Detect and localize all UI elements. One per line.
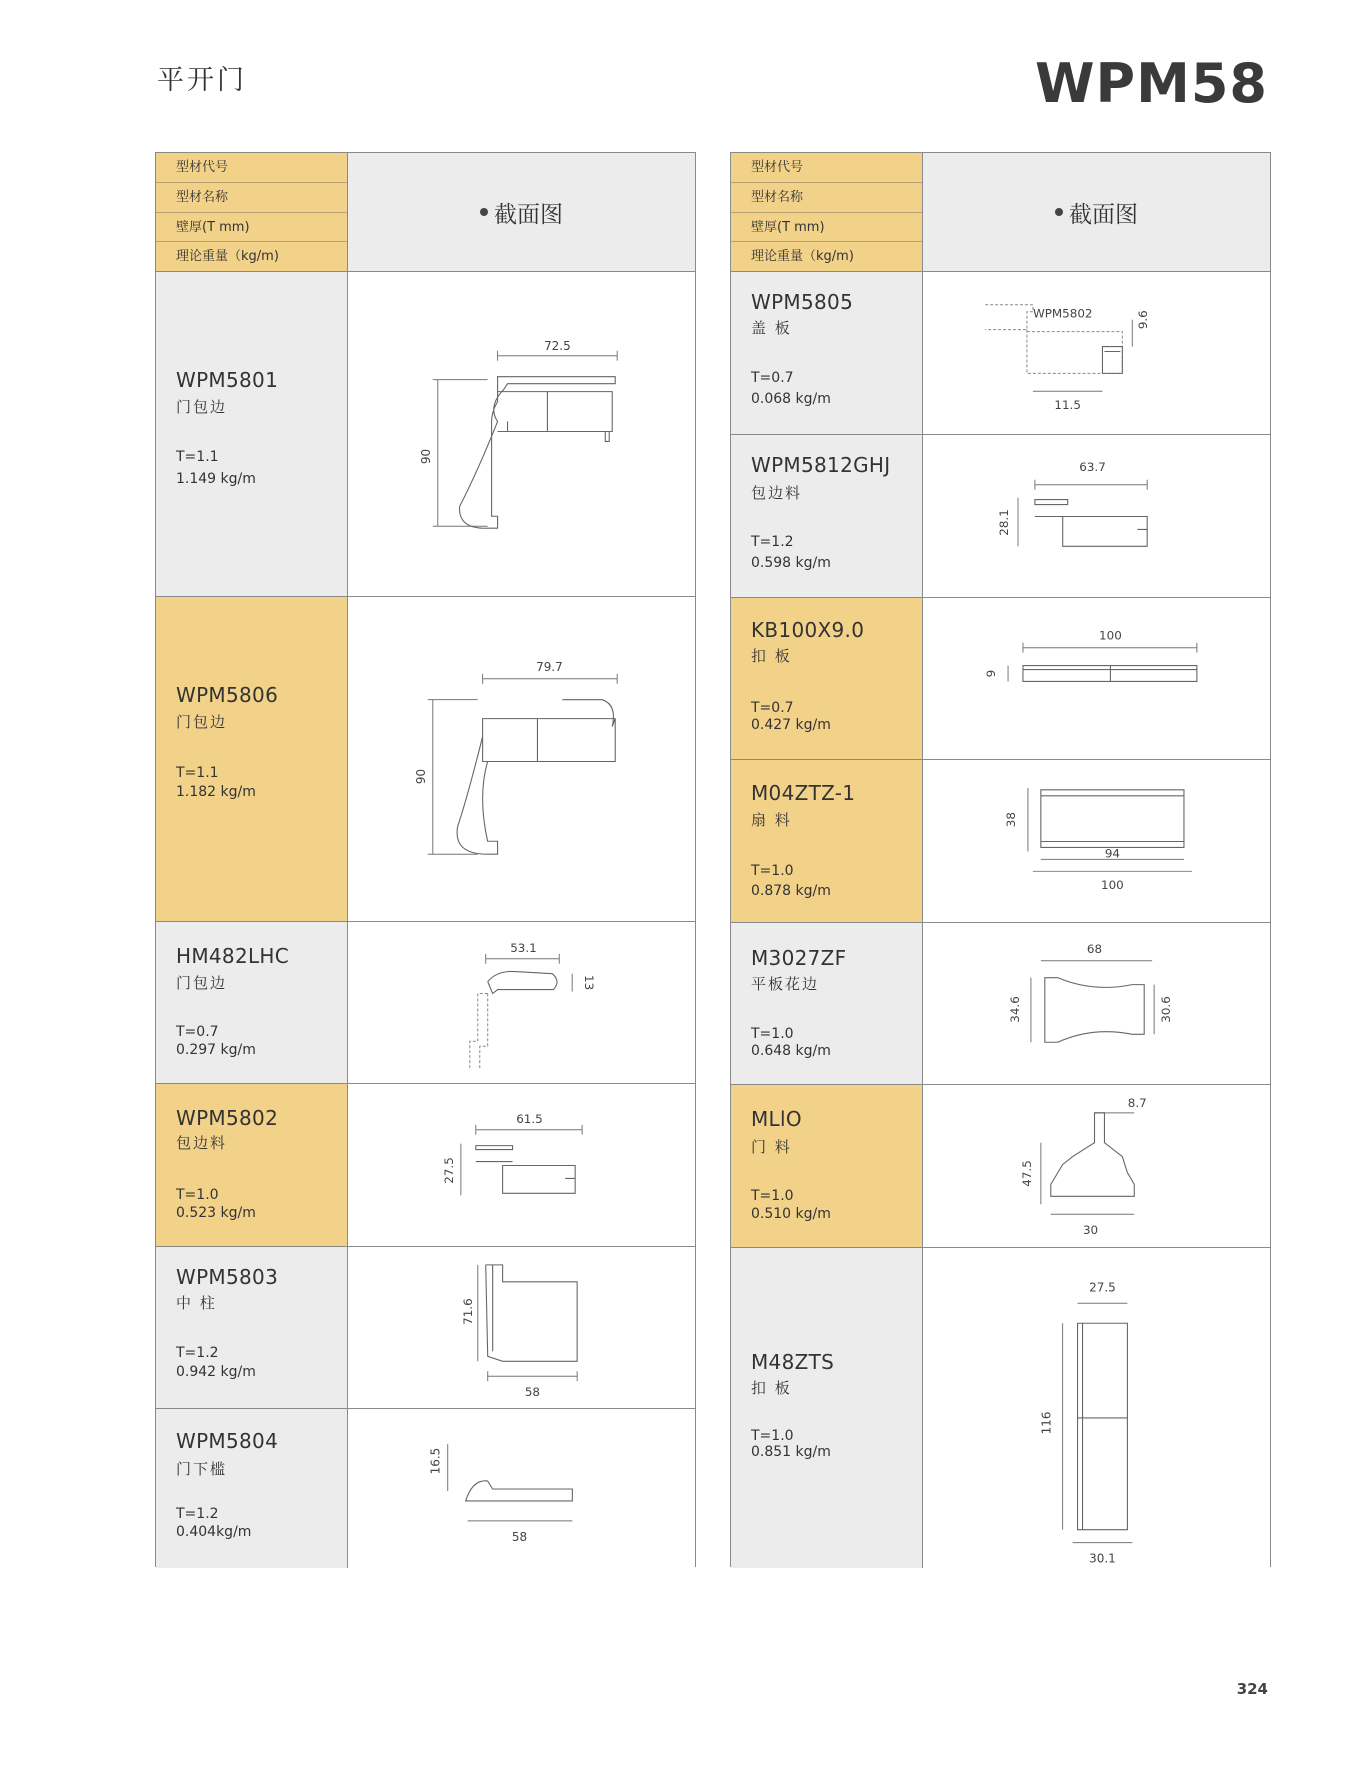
profile-name: 包边料 [751,484,803,502]
section-drawing-svg [348,1247,695,1408]
profile-info [731,760,923,922]
profile-weight: 0.598 kg/m [751,555,831,571]
header-label-code: 型材代号 [156,153,347,183]
header-labels [156,153,348,271]
profile-thickness: T=1.0 [176,1187,219,1203]
page-number: 324 [1236,1680,1268,1698]
profile-thickness: T=0.7 [176,1024,219,1040]
section-drawing [348,922,695,1083]
profile-code: WPM5802 [176,1106,279,1130]
dim-width: 58 [511,1529,528,1544]
table-row [156,1084,695,1247]
profile-name: 扣 板 [751,647,792,665]
table-row [156,1409,695,1568]
section-drawing-svg [923,923,1270,1084]
profile-weight: 0.427 kg/m [751,717,831,733]
section-drawing [923,272,1270,434]
header-section-title [923,153,1270,271]
dim-width: 30.1 [1089,1551,1116,1566]
table-header [156,153,695,272]
profile-info [156,272,348,596]
dim-height: 90 [418,448,433,465]
profile-code: WPM5804 [176,1429,279,1453]
dim-height: 27.5 [441,1157,456,1184]
profile-info [731,435,923,597]
table-header [731,153,1270,272]
dim-height: 38 [1004,812,1019,828]
dim-height: 90 [413,768,428,785]
section-drawing-svg [348,272,695,596]
profile-info [156,1247,348,1408]
dim-width: 68 [1086,941,1103,956]
profile-code: WPM5803 [176,1265,279,1289]
profile-weight: 0.851 kg/m [751,1444,831,1460]
section-drawing [923,598,1270,759]
section-drawing-svg [923,760,1270,922]
profile-code: MLlO [751,1107,802,1131]
section-drawing [348,272,695,596]
dim-right-height: 30.6 [1159,996,1174,1023]
table-row [731,598,1270,760]
profile-weight: 1.182 kg/m [176,784,256,800]
profile-code: M3027ZF [751,946,847,970]
section-drawing-svg [923,435,1270,597]
profile-weight: 0.510 kg/m [751,1206,831,1222]
dim-height: 9 [984,669,999,678]
section-drawing-svg [348,1409,695,1568]
profile-name: 门包边 [176,974,228,992]
table-row [731,760,1270,923]
right-table [730,152,1271,1567]
profile-name: 门包边 [176,398,228,416]
profile-thickness: T=1.0 [751,863,794,879]
profile-weight: 1.149 kg/m [176,471,256,487]
profile-weight: 0.942 kg/m [176,1364,256,1380]
header-title-text: 截面图 [1069,201,1138,228]
bullet-icon [480,208,488,216]
profile-thickness: T=1.2 [751,534,794,550]
profile-name: 中 柱 [176,1294,217,1312]
profile-thickness: T=1.1 [176,449,219,465]
profile-info [731,923,923,1084]
profile-name: 平板花边 [751,975,820,993]
section-drawing-svg [923,272,1270,434]
header-label-weight: 理论重量（kg/m) [176,249,279,265]
header-label-name: 型材名称 [156,183,347,213]
profile-weight: 0.297 kg/m [176,1042,256,1058]
dim-width: 53.1 [510,940,537,955]
dim-height: 71.6 [460,1298,475,1325]
profile-info [731,1085,923,1247]
profile-name: 门下槛 [176,1460,228,1478]
header-section-title [348,153,695,271]
section-drawing [348,1084,695,1246]
header-label-weight: 理论重量（kg/m) [751,249,854,265]
dim-width: 100 [1101,878,1124,893]
profile-info [731,1248,923,1568]
table-row [156,1247,695,1409]
table-row [156,922,695,1084]
section-drawing-svg [348,922,695,1083]
section-drawing-svg [923,1085,1270,1247]
dim-height: 16.5 [428,1447,443,1475]
table-row [731,272,1270,435]
dim-height: 47.5 [1019,1160,1034,1187]
profile-name: 扣 板 [751,1379,792,1397]
profile-name: 盖 板 [751,319,792,337]
profile-thickness: T=1.1 [176,765,219,781]
profile-code: WPM5805 [751,290,854,314]
profile-code: WPM5801 [176,368,279,392]
profile-info [731,272,923,434]
dim-width: 58 [524,1385,541,1400]
table-row [156,272,695,597]
dim-width: 30 [1082,1223,1099,1238]
header-label-name: 型材名称 [731,183,922,213]
profile-info [156,922,348,1083]
profile-thickness: T=1.0 [751,1026,794,1042]
table-row [731,923,1270,1085]
section-drawing [923,760,1270,922]
profile-thickness: T=1.2 [176,1506,219,1522]
dim-inner-width: 94 [1104,846,1120,861]
profile-info [156,1409,348,1568]
header-label-thickness: 壁厚(T mm) [156,213,347,243]
ref-label: WPM5802 [1032,306,1093,321]
dim-width: 61.5 [516,1111,543,1126]
header-label-thickness: 壁厚(T mm) [731,213,922,243]
profile-info [731,598,923,759]
profile-weight: 0.878 kg/m [751,883,831,899]
profile-name: 包边料 [176,1134,228,1152]
profile-weight: 0.068 kg/m [751,391,831,407]
profile-code: KB100X9.0 [751,618,865,642]
profile-info [156,597,348,921]
profile-thickness: T=0.7 [751,700,794,716]
profile-weight: 0.648 kg/m [751,1043,831,1059]
section-drawing-svg [923,1248,1270,1568]
section-drawing [923,923,1270,1084]
profile-thickness: T=1.2 [176,1345,219,1361]
dim-left-height: 34.6 [1007,996,1022,1023]
section-drawing [923,435,1270,597]
dim-height: 9.6 [1136,310,1151,330]
profile-name: 门 料 [751,1138,792,1156]
header-labels [731,153,923,271]
profile-name: 扇 料 [751,811,792,829]
profile-code: HM482LHC [176,944,290,968]
profile-code: M48ZTS [751,1350,835,1374]
dim-top-width: 27.5 [1089,1280,1116,1295]
section-drawing [348,1247,695,1408]
table-row [156,597,695,922]
section-drawing-svg [348,1084,695,1246]
profile-weight: 0.404kg/m [176,1524,252,1540]
page-category: 平开门 [157,65,247,96]
dim-width: 63.7 [1079,459,1106,474]
left-table [155,152,696,1567]
section-drawing [348,597,695,921]
table-row [731,1248,1270,1568]
profile-info [156,1084,348,1246]
dim-width: 79.7 [536,659,563,674]
profile-thickness: T=1.0 [751,1188,794,1204]
profile-code: WPM5812GHJ [751,453,891,477]
section-drawing [923,1085,1270,1247]
dim-width: 11.5 [1054,398,1081,413]
profile-code: WPM5806 [176,683,279,707]
series-title: WPM58 [1034,52,1268,115]
table-row [731,1085,1270,1248]
header-title-text: 截面图 [494,201,563,228]
profile-name: 门包边 [176,713,228,731]
dim-top-width: 8.7 [1127,1095,1147,1110]
profile-weight: 0.523 kg/m [176,1205,256,1221]
section-drawing [923,1248,1270,1568]
dim-width: 100 [1099,628,1122,643]
section-drawing [348,1409,695,1568]
profile-code: M04ZTZ-1 [751,781,856,805]
dim-height: 28.1 [997,509,1012,536]
dim-depth: 13 [582,975,597,991]
bullet-icon [1055,208,1063,216]
table-row [731,435,1270,598]
profile-thickness: T=1.0 [751,1428,794,1444]
section-drawing-svg [923,598,1270,759]
profile-thickness: T=0.7 [751,370,794,386]
header-label-code: 型材代号 [731,153,922,183]
dim-height: 116 [1039,1411,1054,1435]
section-drawing-svg [348,597,695,921]
dim-width: 72.5 [544,338,571,353]
